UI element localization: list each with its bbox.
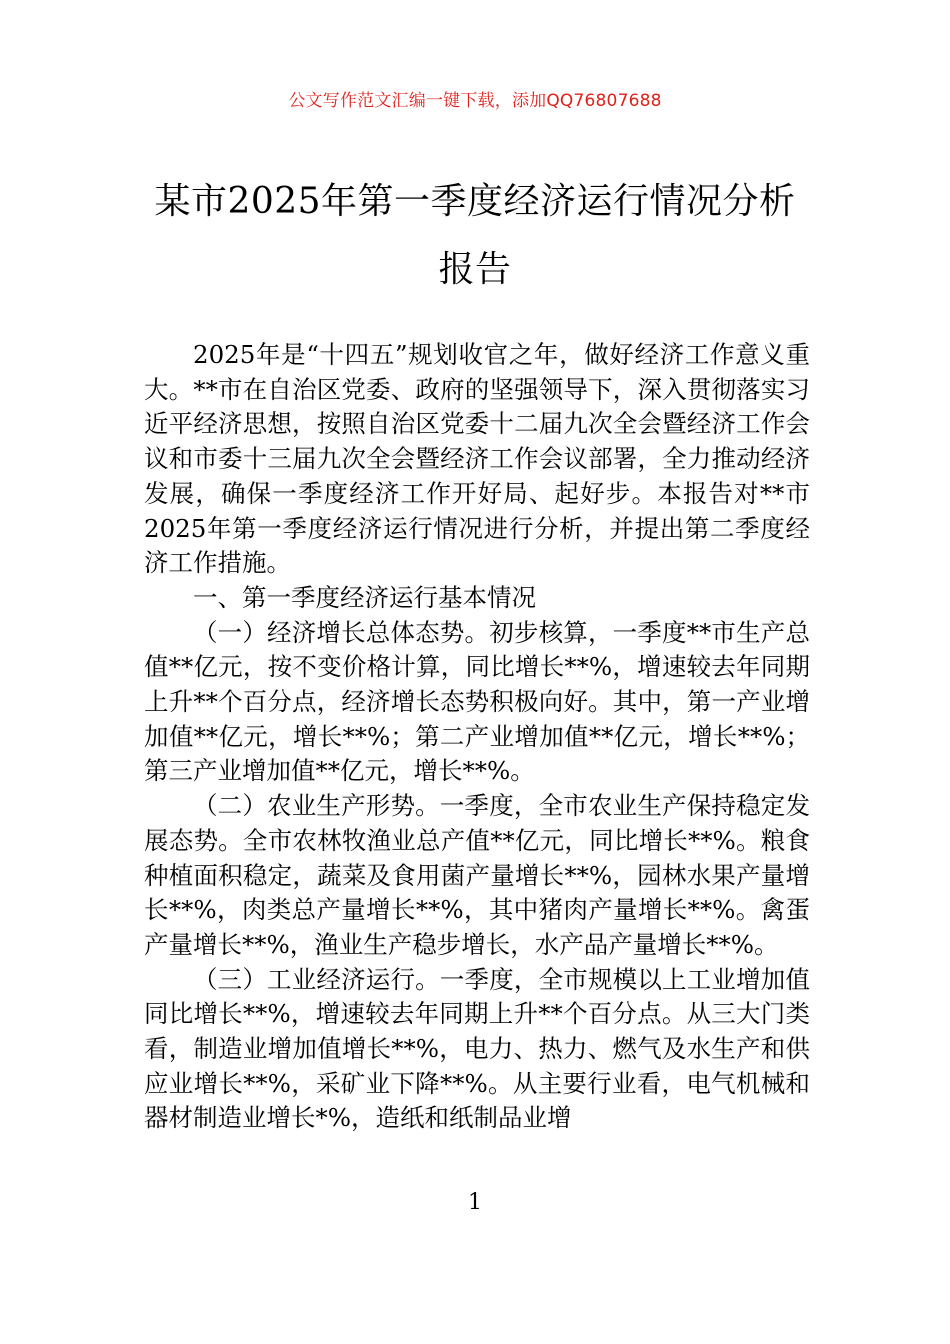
paragraph-agriculture: （二）农业生产形势。一季度，全市农业生产保持稳定发展态势。全市农林牧渔业总产值**亿元，同比增长**%。粮食种植面积稳定，蔬菜及食用菌产量增长**%，园林水果产量增长**%，肉类总产量增长**%，其中猪肉产量增长**%。禽蛋产量增长**%，渔业生产稳步增长，水产品产量增长**%。 [144,791,810,959]
paragraph-economic-growth: （一）经济增长总体态势。初步核算，一季度**市生产总值**亿元，按不变价格计算，同比增长**%，增速较去年同期上升**个百分点，经济增长态势积极向好。其中，第一产业增加值**亿元，增长**%；第二产业增加值**亿元，增长**%；第三产业增加值**亿元，增长**%。 [144,617,810,786]
document-title: 某市2025年第一季度经济运行情况分析报告 [154,181,796,290]
page-number: 1 [468,1190,482,1215]
paragraph-industry: （三）工业经济运行。一季度，全市规模以上工业增加值同比增长**%，增速较去年同期上升**个百分点。从三大门类看，制造业增加值增长**%，电力、热力、燃气及水生产和供应业增长**%，采矿业下降**%。从主要行业看，电气机械和器材制造业增长*%，造纸和纸制品业增 [144,964,810,1133]
header-promo-text: 公文写作范文汇编一键下载，添加QQ76807688 [288,91,662,111]
section-heading-1: 一、第一季度经济运行基本情况 [193,582,536,612]
document-body [144,338,810,1136]
intro-paragraph: 2025年是“十四五”规划收官之年，做好经济工作意义重大。**市在自治区党委、政府的坚强领导下，深入贯彻落实习近平经济思想，按照自治区党委十二届九次全会暨经济工作会议和市委十三届九次全会暨经济工作会议部署，全力推动经济发展，确保一季度经济工作开好局、起好步。本报告对**市2025年第一季度经济运行情况进行分析，并提出第二季度经济工作措施。 [144,340,810,578]
